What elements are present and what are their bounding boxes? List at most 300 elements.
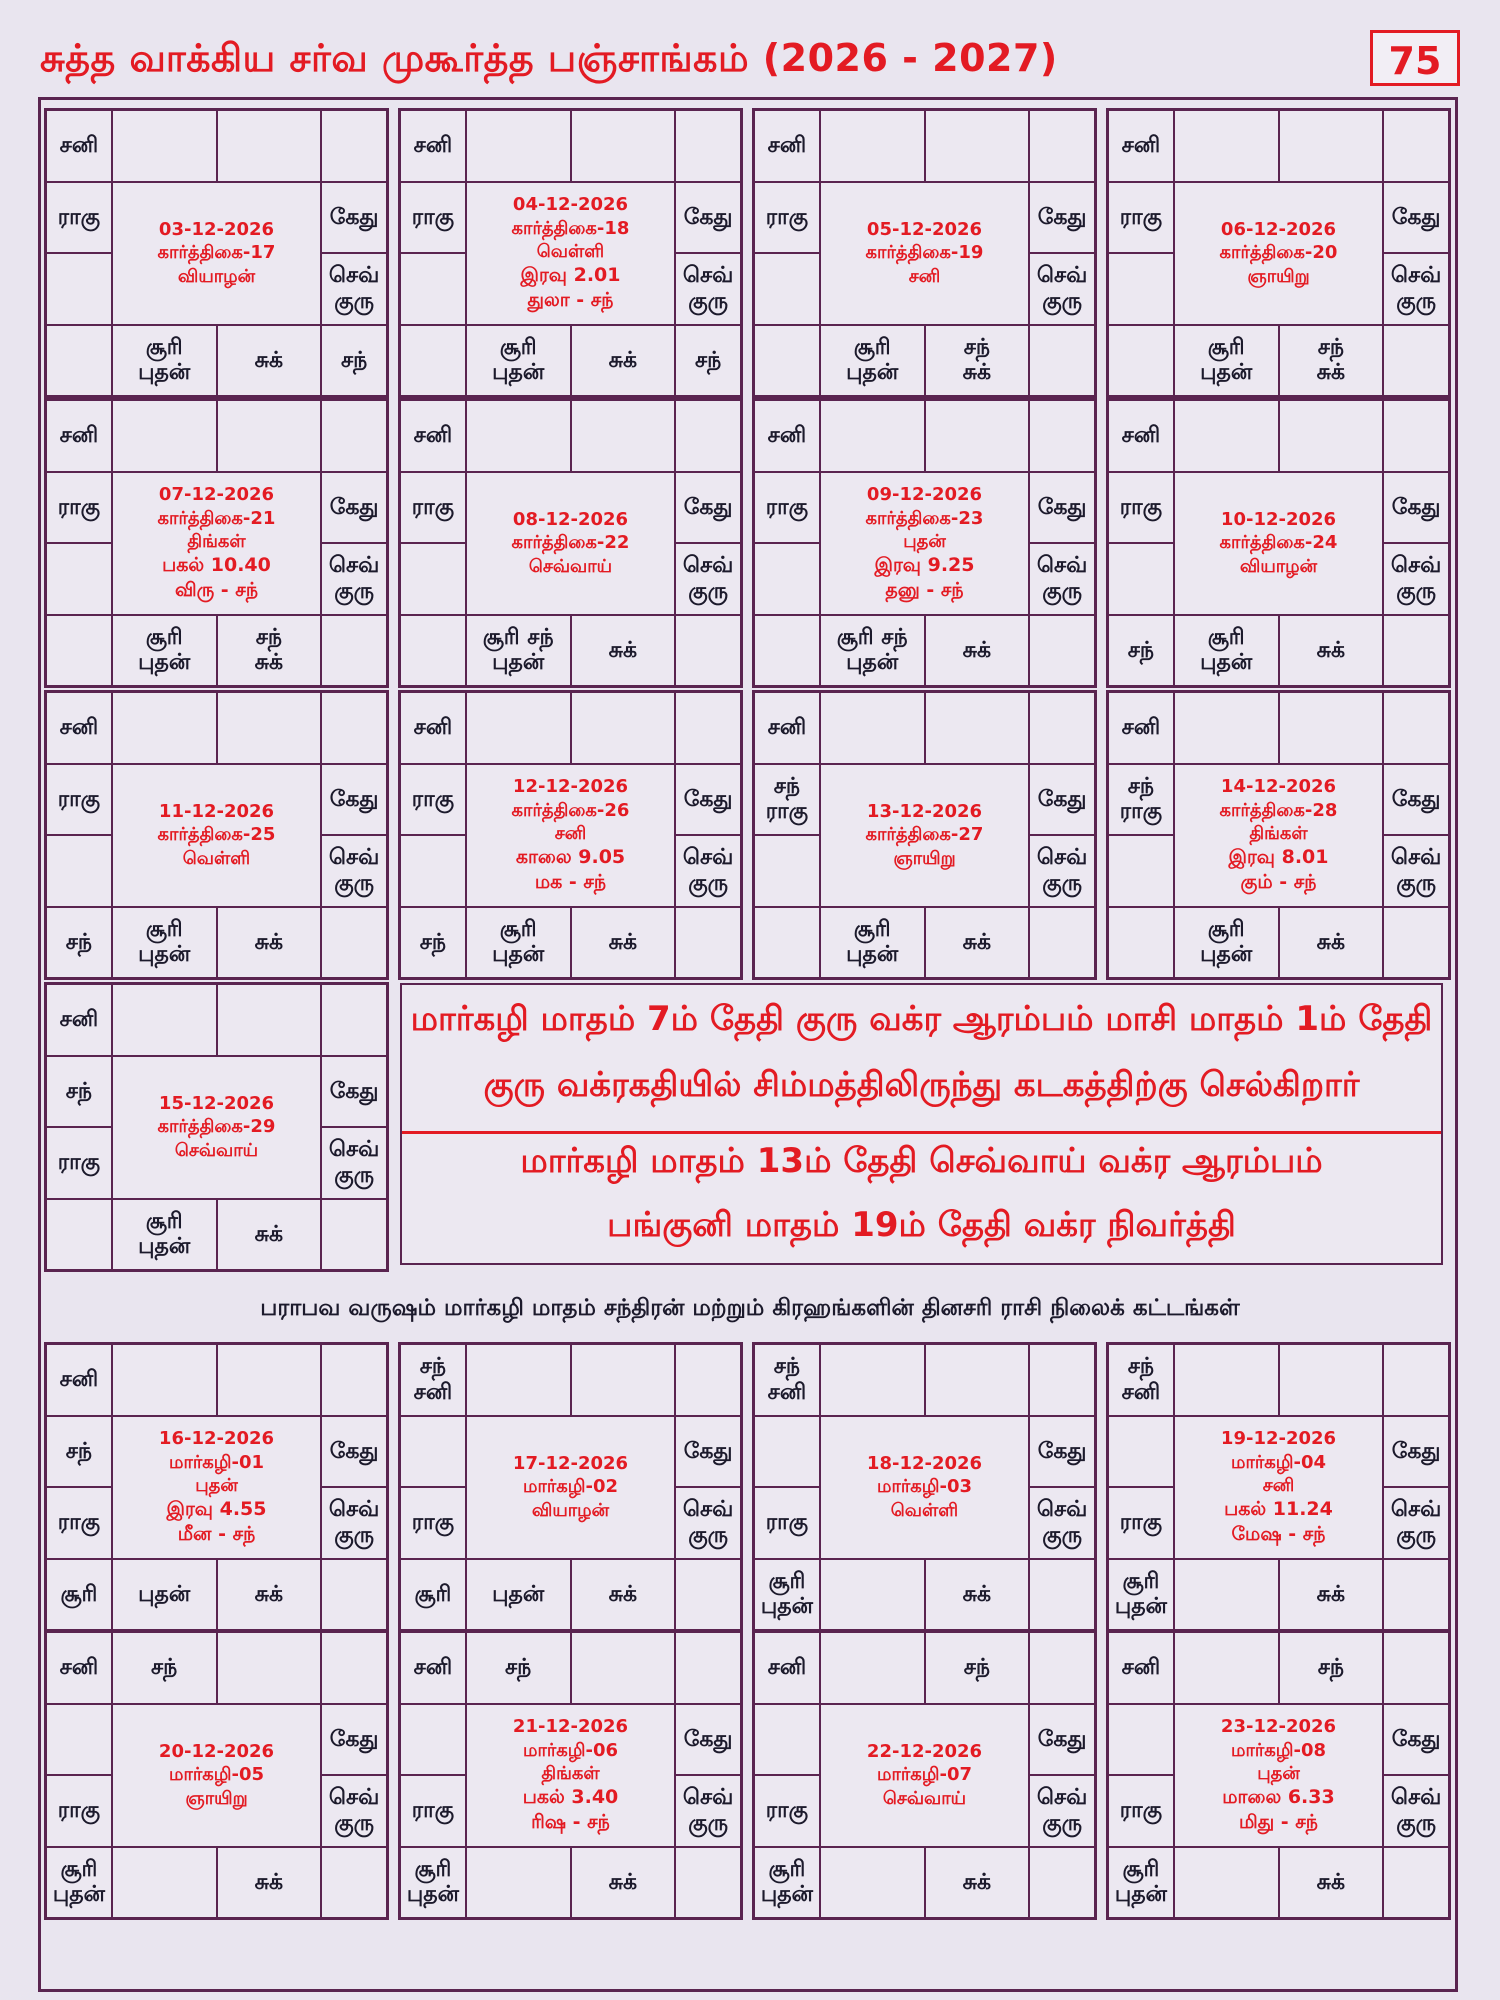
rasi-house <box>1279 400 1384 472</box>
notice-divider <box>402 1131 1441 1134</box>
planet-label: சந் <box>1127 773 1155 799</box>
planet-label: சனி <box>59 1367 99 1393</box>
chart-weekday: திங்கள் <box>541 1763 600 1784</box>
rasi-house <box>46 182 112 254</box>
rasi-house <box>1279 1559 1384 1631</box>
planet-label: கேது <box>1391 1726 1441 1752</box>
chart-weekday: ஞாயிறு <box>893 847 956 869</box>
rasi-house <box>321 110 387 182</box>
planet-label: சூரி <box>853 916 891 942</box>
planet-label: கேது <box>1391 1438 1441 1464</box>
section-caption: பராபவ வருஷம் மார்கழி மாதம் சந்திரன் மற்றும் கிரஹங்களின் தினசரி ராசி நிலைக் கட்டங்கள் <box>260 1295 1240 1321</box>
planet-label: குரு <box>1042 1810 1082 1836</box>
rasi-house <box>675 1559 741 1631</box>
rasi-house <box>400 110 466 182</box>
rasi-house <box>321 1199 387 1271</box>
rasi-house <box>400 325 466 397</box>
chart-center <box>820 182 1029 325</box>
planet-label: சூரி <box>60 1856 98 1882</box>
rasi-house <box>112 1344 217 1416</box>
planet-label: சூரி <box>60 1581 98 1607</box>
rasi-house <box>675 1632 741 1704</box>
rasi-house <box>1108 253 1174 325</box>
rasi-house <box>1383 907 1449 979</box>
planet-label: ராகு <box>1119 799 1163 825</box>
rasi-house <box>1383 1632 1449 1704</box>
rasi-house <box>466 1632 571 1704</box>
chart-date: 11-12-2026 <box>158 800 275 822</box>
planet-label: புதன் <box>138 1234 191 1260</box>
planet-label: சனி <box>1121 1379 1161 1405</box>
planet-label: புதன் <box>492 650 545 676</box>
planet-label: சுக் <box>1316 1581 1346 1607</box>
planet-label: சூரி <box>145 624 183 650</box>
planet-label: ராகு <box>765 494 809 520</box>
planet-label: கேது <box>1391 494 1441 520</box>
rasi-house <box>466 110 571 182</box>
rasi-house <box>1383 692 1449 764</box>
chart-rasi: தனு - சந் <box>885 579 964 602</box>
planet-label: சுக் <box>608 1581 638 1607</box>
planet-label: செவ் <box>328 1497 380 1523</box>
rasi-house <box>46 253 112 325</box>
planet-label: செவ் <box>1390 845 1442 871</box>
planet-label: ராகு <box>57 204 101 230</box>
chart-center <box>820 472 1029 615</box>
chart-weekday: செவ்வாய் <box>528 555 613 577</box>
rasi-chart <box>1106 690 1451 980</box>
rasi-house <box>1279 615 1384 687</box>
rasi-house <box>400 764 466 836</box>
rasi-house <box>46 472 112 544</box>
planet-label: சூரி சந் <box>482 624 554 650</box>
rasi-house <box>754 253 820 325</box>
planet-label: சூரி <box>414 1581 452 1607</box>
planet-label: குரு <box>688 870 728 896</box>
planet-label: குரு <box>334 1522 374 1548</box>
planet-label: குரு <box>334 1810 374 1836</box>
chart-rasi: மக - சந் <box>534 871 607 894</box>
planet-label: புதன் <box>846 942 899 968</box>
planet-label: கேது <box>329 1438 379 1464</box>
rasi-house <box>1174 110 1279 182</box>
planet-label: செவ் <box>1390 263 1442 289</box>
planet-label: குரு <box>688 288 728 314</box>
chart-center <box>466 764 675 907</box>
rasi-chart <box>398 690 743 980</box>
planet-label: சந் <box>65 929 93 955</box>
planet-label: செவ் <box>328 553 380 579</box>
rasi-chart <box>44 690 389 980</box>
planet-label: செவ் <box>1390 553 1442 579</box>
rasi-chart <box>44 982 389 1272</box>
planet-label: புதன் <box>138 650 191 676</box>
chart-time: இரவு 4.55 <box>166 1498 267 1521</box>
planet-label: குரு <box>1042 1522 1082 1548</box>
rasi-house <box>820 400 925 472</box>
rasi-house <box>400 615 466 687</box>
planet-label: புதன் <box>492 360 545 386</box>
rasi-house <box>754 1847 820 1919</box>
chart-weekday: திங்கள் <box>1249 823 1308 844</box>
planet-label: குரு <box>1042 288 1082 314</box>
chart-time: இரவு 8.01 <box>1228 846 1329 869</box>
planet-label: குரு <box>1042 578 1082 604</box>
rasi-house <box>1029 615 1095 687</box>
rasi-house <box>1108 400 1174 472</box>
rasi-house <box>321 615 387 687</box>
chart-date: 17-12-2026 <box>512 1452 629 1474</box>
page-header <box>40 30 1460 92</box>
rasi-house <box>1029 1775 1095 1847</box>
rasi-house <box>321 400 387 472</box>
rasi-house <box>321 835 387 907</box>
rasi-house <box>675 907 741 979</box>
rasi-house <box>466 325 571 397</box>
rasi-house <box>1029 110 1095 182</box>
planet-label: புதன் <box>138 1581 191 1607</box>
rasi-house <box>571 1559 676 1631</box>
rasi-house <box>46 907 112 979</box>
planet-label: கேது <box>329 786 379 812</box>
chart-date: 07-12-2026 <box>158 484 275 506</box>
planet-label: புதன் <box>138 942 191 968</box>
rasi-house <box>1108 325 1174 397</box>
rasi-house <box>112 325 217 397</box>
planet-label: சனி <box>59 1007 99 1033</box>
chart-month-day: கார்த்திகை-26 <box>511 799 630 821</box>
chart-center <box>466 1416 675 1559</box>
rasi-house <box>1174 1559 1279 1631</box>
rasi-house <box>46 1199 112 1271</box>
rasi-house <box>1383 1416 1449 1488</box>
rasi-house <box>1108 1559 1174 1631</box>
rasi-house <box>321 1344 387 1416</box>
rasi-house <box>675 325 741 397</box>
rasi-house <box>321 1416 387 1488</box>
rasi-house <box>754 325 820 397</box>
rasi-house <box>217 907 322 979</box>
planet-label: புதன் <box>138 360 191 386</box>
rasi-house <box>400 907 466 979</box>
rasi-house <box>400 543 466 615</box>
planet-label: ராகு <box>411 1510 455 1536</box>
rasi-house <box>400 835 466 907</box>
rasi-house <box>571 1847 676 1919</box>
rasi-house <box>925 692 1030 764</box>
rasi-house <box>400 472 466 544</box>
rasi-house <box>1029 1704 1095 1776</box>
rasi-house <box>321 1632 387 1704</box>
planet-label: ராகு <box>765 1798 809 1824</box>
rasi-house <box>1108 1704 1174 1776</box>
rasi-house <box>571 325 676 397</box>
chart-rasi: துலா - சந் <box>527 289 614 312</box>
rasi-house <box>1383 1487 1449 1559</box>
chart-center <box>1174 764 1383 907</box>
planet-label: சூரி <box>768 1856 806 1882</box>
rasi-house <box>1029 1487 1095 1559</box>
planet-label: சூரி <box>145 334 183 360</box>
planet-label: ராகு <box>765 204 809 230</box>
rasi-house <box>1383 1344 1449 1416</box>
rasi-house <box>820 907 925 979</box>
rasi-house <box>754 543 820 615</box>
planet-label: ராகு <box>57 786 101 812</box>
rasi-house <box>1383 1775 1449 1847</box>
rasi-house <box>466 615 571 687</box>
planet-label: கேது <box>683 1726 733 1752</box>
planet-label: கேது <box>1037 1726 1087 1752</box>
rasi-house <box>571 907 676 979</box>
rasi-house <box>1383 110 1449 182</box>
rasi-house <box>46 1127 112 1199</box>
rasi-house <box>1108 835 1174 907</box>
chart-month-day: கார்த்திகை-24 <box>1219 532 1338 554</box>
rasi-house <box>112 1847 217 1919</box>
rasi-house <box>925 615 1030 687</box>
planet-label: சனி <box>413 423 453 449</box>
rasi-house <box>754 182 820 254</box>
chart-rasi: மிது - சந் <box>1238 1811 1318 1834</box>
chart-weekday: செவ்வாய் <box>174 1139 259 1161</box>
rasi-house <box>1383 1847 1449 1919</box>
planet-label: சந் <box>340 347 368 373</box>
planet-label: குரு <box>688 578 728 604</box>
chart-center <box>466 472 675 615</box>
rasi-house <box>1279 1847 1384 1919</box>
chart-month-day: கார்த்திகை-23 <box>865 507 984 529</box>
rasi-house <box>754 1344 820 1416</box>
rasi-house <box>466 1847 571 1919</box>
chart-weekday: வெள்ளி <box>182 847 251 869</box>
chart-center <box>1174 1704 1383 1847</box>
chart-date: 08-12-2026 <box>512 508 629 530</box>
chart-time: பகல் 10.40 <box>162 554 271 577</box>
rasi-house <box>754 472 820 544</box>
planet-label: புதன் <box>760 1882 813 1908</box>
rasi-house <box>217 110 322 182</box>
planet-label: குரு <box>688 1522 728 1548</box>
rasi-house <box>46 1704 112 1776</box>
rasi-house <box>571 1632 676 1704</box>
rasi-chart <box>398 1342 743 1632</box>
planet-label: ராகு <box>57 1510 101 1536</box>
rasi-house <box>754 1775 820 1847</box>
chart-month-day: மார்கழி-07 <box>876 1764 973 1786</box>
planet-label: கேது <box>1037 786 1087 812</box>
rasi-house <box>400 182 466 254</box>
rasi-house <box>1029 543 1095 615</box>
rasi-house <box>571 110 676 182</box>
planet-label: குரு <box>334 578 374 604</box>
planet-label: குரு <box>1396 1522 1436 1548</box>
planet-label: சூரி <box>768 1568 806 1594</box>
planet-label: கேது <box>329 1726 379 1752</box>
rasi-house <box>1383 615 1449 687</box>
chart-rasi: விரு - சந் <box>174 579 259 602</box>
planet-label: சந் <box>65 1438 93 1464</box>
chart-date: 03-12-2026 <box>158 218 275 240</box>
rasi-house <box>820 1559 925 1631</box>
rasi-house <box>321 692 387 764</box>
chart-weekday: புதன் <box>195 1475 238 1496</box>
rasi-house <box>675 692 741 764</box>
rasi-chart <box>44 398 389 688</box>
rasi-house <box>1029 835 1095 907</box>
chart-month-day: மார்கழி-05 <box>168 1764 265 1786</box>
chart-date: 20-12-2026 <box>158 1740 275 1762</box>
rasi-house <box>217 984 322 1056</box>
chart-date: 16-12-2026 <box>158 1428 275 1450</box>
rasi-house <box>1108 1775 1174 1847</box>
rasi-house <box>466 907 571 979</box>
planet-label: சுக் <box>608 347 638 373</box>
planet-label: செவ் <box>328 263 380 289</box>
planet-label: புதன் <box>492 942 545 968</box>
rasi-house <box>46 1056 112 1128</box>
planet-label: செவ் <box>682 553 734 579</box>
planet-label: சுக் <box>608 1869 638 1895</box>
rasi-chart <box>1106 1342 1451 1632</box>
planet-label: சூரி <box>145 1208 183 1234</box>
rasi-house <box>1029 764 1095 836</box>
rasi-house <box>925 110 1030 182</box>
planet-label: குரு <box>1396 288 1436 314</box>
rasi-house <box>925 907 1030 979</box>
rasi-house <box>1174 907 1279 979</box>
planet-label: ராகு <box>57 494 101 520</box>
rasi-house <box>675 1487 741 1559</box>
chart-month-day: மார்கழி-08 <box>1230 1739 1327 1761</box>
planet-label: செவ் <box>1036 845 1088 871</box>
planet-label: சந் <box>1317 334 1344 360</box>
rasi-house <box>1108 1344 1174 1416</box>
chart-rasi: மேஷ - சந் <box>1231 1523 1326 1546</box>
rasi-chart <box>398 1630 743 1920</box>
planet-label: குரு <box>334 870 374 896</box>
planet-label: சனி <box>59 133 99 159</box>
planet-label: சனி <box>59 1655 99 1681</box>
planet-label: சந் <box>151 1655 178 1681</box>
planet-label: சுக் <box>254 1869 284 1895</box>
chart-weekday: வியாழன் <box>1239 555 1318 577</box>
rasi-house <box>754 1559 820 1631</box>
chart-weekday: சனி <box>1262 1475 1295 1496</box>
rasi-house <box>675 543 741 615</box>
chart-date: 04-12-2026 <box>512 194 629 216</box>
chart-weekday: திங்கள் <box>187 531 246 552</box>
planet-label: புதன் <box>846 650 899 676</box>
planet-label: சனி <box>1121 423 1161 449</box>
planet-label: ராகு <box>411 1798 455 1824</box>
rasi-house <box>1029 692 1095 764</box>
chart-month-day: கார்த்திகை-29 <box>157 1116 276 1138</box>
planet-label: செவ் <box>1036 553 1088 579</box>
rasi-house <box>1029 1632 1095 1704</box>
planet-label: கேது <box>1391 204 1441 230</box>
planet-label: குரு <box>1396 578 1436 604</box>
planet-label: புதன் <box>1200 360 1253 386</box>
rasi-house <box>217 692 322 764</box>
chart-date: 05-12-2026 <box>866 218 983 240</box>
rasi-house <box>1029 907 1095 979</box>
chart-date: 12-12-2026 <box>512 776 629 798</box>
planet-label: ராகு <box>1119 1510 1163 1536</box>
rasi-house <box>112 1632 217 1704</box>
rasi-chart <box>398 108 743 398</box>
planet-label: சனி <box>413 1379 453 1405</box>
planet-label: சந் <box>1317 1655 1344 1681</box>
planet-label: ராகு <box>1119 1798 1163 1824</box>
rasi-house <box>321 472 387 544</box>
planet-label: சுக் <box>1316 637 1346 663</box>
rasi-house <box>112 400 217 472</box>
planet-label: சந் <box>255 624 282 650</box>
planet-label: செவ் <box>682 845 734 871</box>
rasi-house <box>925 1559 1030 1631</box>
planet-label: கேது <box>683 204 733 230</box>
rasi-house <box>321 1559 387 1631</box>
rasi-house <box>925 1632 1030 1704</box>
rasi-house <box>754 764 820 836</box>
rasi-house <box>321 1775 387 1847</box>
rasi-house <box>400 1775 466 1847</box>
planet-label: புதன் <box>1114 1882 1167 1908</box>
chart-time: இரவு 9.25 <box>874 554 975 577</box>
planet-label: புதன் <box>52 1882 105 1908</box>
planet-label: சுக் <box>962 637 992 663</box>
rasi-house <box>1029 182 1095 254</box>
planet-label: சூரி <box>499 916 537 942</box>
rasi-house <box>1383 182 1449 254</box>
planet-label: சனி <box>1121 133 1161 159</box>
rasi-house <box>1108 472 1174 544</box>
chart-weekday: புதன் <box>1257 1763 1300 1784</box>
chart-month-day: கார்த்திகை-28 <box>1219 799 1338 821</box>
planet-label: ராகு <box>765 799 809 825</box>
rasi-chart <box>44 1630 389 1920</box>
planet-label: குரு <box>688 1810 728 1836</box>
chart-weekday: ஞாயிறு <box>185 1787 248 1809</box>
chart-weekday: வியாழன் <box>177 265 256 287</box>
rasi-house <box>321 182 387 254</box>
chart-center <box>466 1704 675 1847</box>
chart-rasi: கும் - சந் <box>1240 871 1317 894</box>
rasi-house <box>1029 1344 1095 1416</box>
rasi-chart <box>752 398 1097 688</box>
rasi-house <box>1108 110 1174 182</box>
rasi-house <box>754 692 820 764</box>
rasi-house <box>675 110 741 182</box>
rasi-house <box>46 400 112 472</box>
planet-label: சனி <box>59 715 99 741</box>
notice-line-3: மார்கழி மாதம் 13ம் தேதி செவ்வாய் வக்ர ஆரம்பம் <box>520 1141 1323 1181</box>
planet-label: சூரி <box>414 1856 452 1882</box>
rasi-house <box>400 1704 466 1776</box>
planet-label: சுக் <box>1316 929 1346 955</box>
rasi-house <box>675 472 741 544</box>
planet-label: சுக் <box>608 929 638 955</box>
planet-label: சுக் <box>1316 360 1346 386</box>
planet-label: சந் <box>65 1078 93 1104</box>
rasi-chart <box>44 108 389 398</box>
planet-label: சனி <box>413 715 453 741</box>
planet-label: சனி <box>59 423 99 449</box>
rasi-house <box>46 1487 112 1559</box>
planet-label: சனி <box>1121 1655 1161 1681</box>
planet-label: குரு <box>1396 1810 1436 1836</box>
